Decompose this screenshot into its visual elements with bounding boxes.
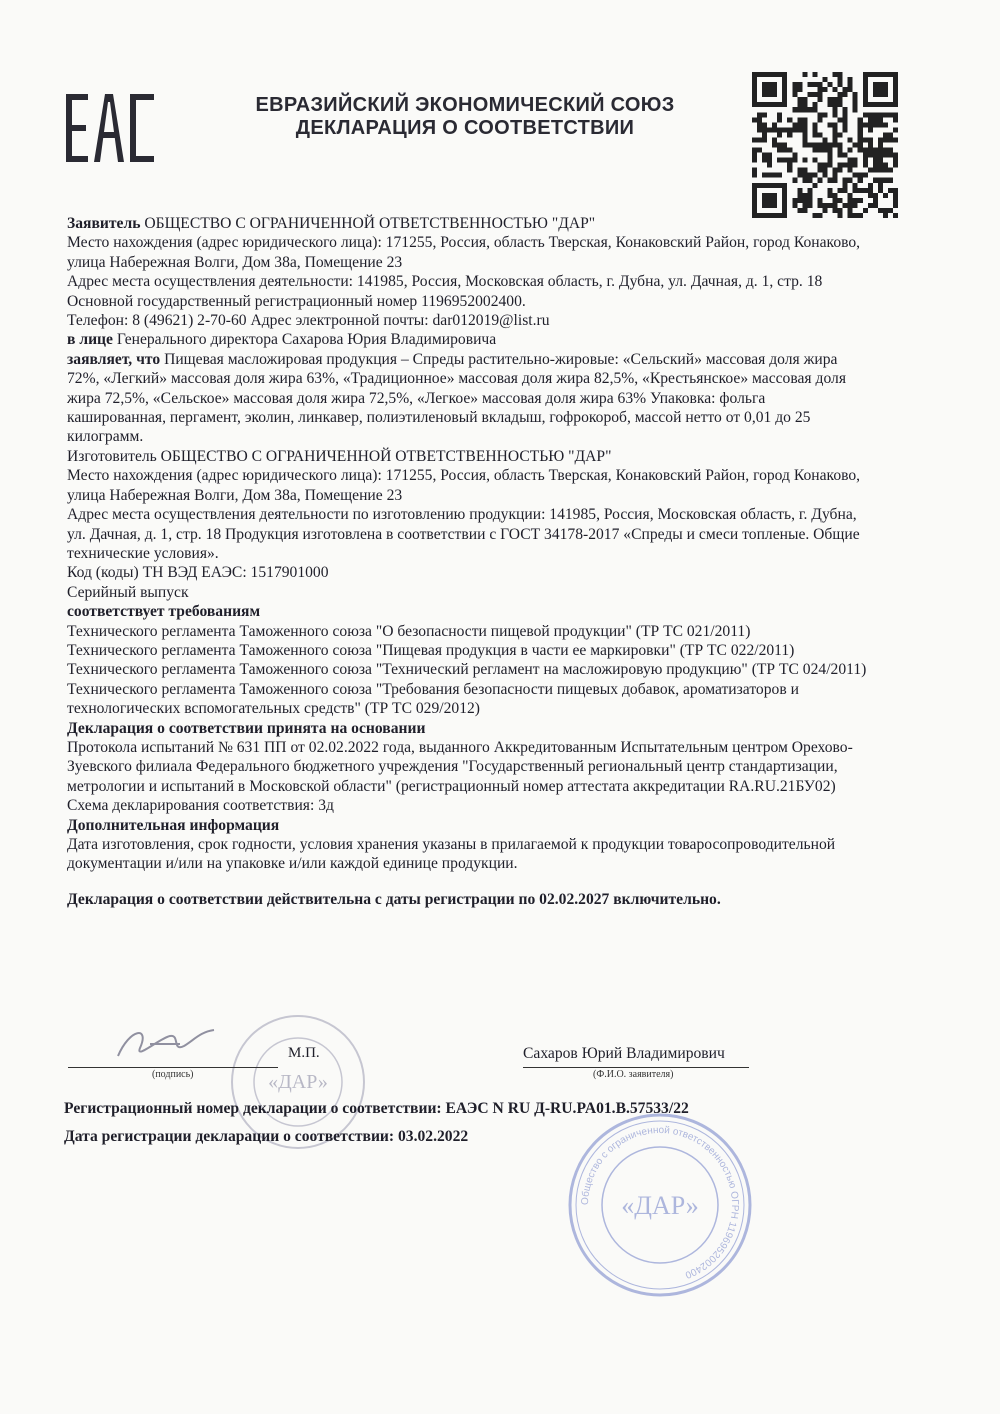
declaration-scheme: Схема декларирования соответствия: 3д [67, 797, 334, 815]
signature-caption: (подпись) [152, 1069, 194, 1080]
manufacturer-production-address: Адрес места осуществления деятельности по изготовлению продукции: 141985, Россия, Московская область, г. Дубна, ул. Дачная, д. 1, стр. 18 Продукция изготовлена в соответствии с ГОСТ 34178-2017 «Спреды и смеси топленые. Общие технические условия». [67, 506, 860, 562]
validity-statement: Декларация о соответствии действительна с даты регистрации по 02.02.2027 включительно. [67, 890, 721, 908]
manufacturer-label: Изготовитель [67, 447, 157, 465]
applicant-activity-address: Адрес места осуществления деятельности: 141985, Россия, Московская область, г. Дубна, ул. Дачная, д. 1, стр. 18 [67, 273, 823, 291]
signer-caption: (Ф.И.О. заявителя) [593, 1069, 674, 1080]
qr-code-icon [752, 72, 898, 218]
stamp-ring-text: Общество с ограниченной ответственностью ОГРН 1196952002400 [579, 1124, 741, 1281]
requirement-item: Технического регламента Таможенного союза "О безопасности пищевой продукции" (ТР ТС 021/2011) [67, 622, 751, 640]
applicant-contacts: Телефон: 8 (49621) 2-70-60 Адрес электронной почты: dar012019@list.ru [67, 312, 550, 330]
requirement-item: Технического регламента Таможенного союза "Требования безопасности пищевых добавок, ароматизаторов и технологических вспомогательных средств" (ТР ТС 029/2012) [67, 680, 799, 718]
title-line-declaration: ДЕКЛАРАЦИЯ О СООТВЕТСТВИИ [295, 117, 635, 139]
company-seal-icon [565, 1110, 755, 1300]
declaration-body [67, 214, 867, 909]
requirements-heading: соответствует требованиям [67, 603, 261, 621]
eac-logo-icon [64, 92, 156, 164]
represented-by: Генерального директора Сахарова Юрия Владимировича [116, 331, 497, 349]
signer-name: Сахаров Юрий Владимирович [523, 1045, 725, 1062]
stamp-center-text: «ДАР» [621, 1191, 699, 1220]
tnved-code: Код (коды) ТН ВЭД ЕАЭС: 1517901000 [67, 564, 329, 582]
applicant-representative [67, 330, 867, 349]
manufacturer-legal-address: Место нахождения (адрес юридического лица): 171255, Россия, область Тверская, Конаковский Район, город Конаково, улица Набережная Волги, Дом 38а, Помещение 23 [67, 467, 861, 504]
requirement-item: Технического регламента Таможенного союза "Пищевая продукция в части ее маркировки" (ТР ТС 022/2011) [67, 641, 795, 659]
registration-number: Регистрационный номер декларации о соответствии: ЕАЭС N RU Д-RU.PA01.B.57533/22 [64, 1100, 689, 1117]
signature-line [68, 1067, 278, 1068]
seal-place-label: М.П. [288, 1045, 320, 1061]
additional-heading: Дополнительная информация [67, 816, 280, 834]
registration-date: Дата регистрации декларации о соответствии: 03.02.2022 [64, 1128, 469, 1145]
declares-text: Пищевая масложировая продукция – Спреды растительно-жировые: «Сельский» массовая доля жира 72%, «Легкий» массовая доля жира 63%, «Традиционное» массовая доля жира 82,5%, «Крестьянское» массовая доля жира 72,5%, «Сельское» массовая доля жира 72,5%, «Легкое» массовая доля жира 63% Упаковка: фольга кашированная, пергамент, эколин, линкавер, полиэтиленовый вкладыш, гофрокороб, массой нетто от 0,01 до 25 килограмм. [67, 350, 846, 446]
basis-text: Протокола испытаний № 631 ПП от 02.02.2022 года, выданного Аккредитованным Испытательным центром Орехово-Зуевского филиала Федерального бюджетного учреждения "Государственный региональный центр стандартизации, метрологии и испытаний в Московской области" (регистрационный номер аттестата аккредитации RA.RU.21БУ02) [67, 738, 853, 795]
applicant-legal-address: Место нахождения (адрес юридического лица): 171255, Россия, область Тверская, Конаковский Район, город Конаково, улица Набережная Волги, Дом 38а, Помещение 23 [67, 234, 861, 271]
basis-heading: Декларация о соответствии принята на основании [67, 719, 426, 737]
declares-label: заявляет, что [67, 350, 161, 368]
manufacturer-name: ОБЩЕСТВО С ОГРАНИЧЕННОЙ ОТВЕТСТВЕННОСТЬЮ "ДАР" [160, 447, 612, 465]
applicant-ogrn: Основной государственный регистрационный номер 1196952002400. [67, 292, 526, 310]
svg-text:«ДАР»: «ДАР» [268, 1071, 328, 1093]
signer-line [523, 1067, 749, 1068]
additional-text: Дата изготовления, срок годности, условия хранения указаны в прилагаемой к продукции товаросопроводительной документации и/или на упаковке и/или каждой единице продукции. [67, 836, 836, 873]
declaration-statement [67, 350, 867, 447]
applicant-line [67, 214, 867, 233]
serial-production: Серийный выпуск [67, 583, 189, 601]
represented-label: в лице [67, 331, 113, 349]
document-title [230, 94, 700, 140]
applicant-label: Заявитель [67, 215, 141, 232]
manufacturer-line [67, 447, 867, 466]
signature-row [68, 1045, 868, 1085]
requirement-item: Технического регламента Таможенного союза "Технический регламент на масложировую продукцию" (ТР ТС 024/2011) [67, 661, 867, 679]
title-line-union: ЕВРАЗИЙСКИЙ ЭКОНОМИЧЕСКИЙ СОЮЗ [255, 94, 675, 116]
applicant-name: ОБЩЕСТВО С ОГРАНИЧЕННОЙ ОТВЕТСТВЕННОСТЬЮ "ДАР" [144, 215, 596, 232]
